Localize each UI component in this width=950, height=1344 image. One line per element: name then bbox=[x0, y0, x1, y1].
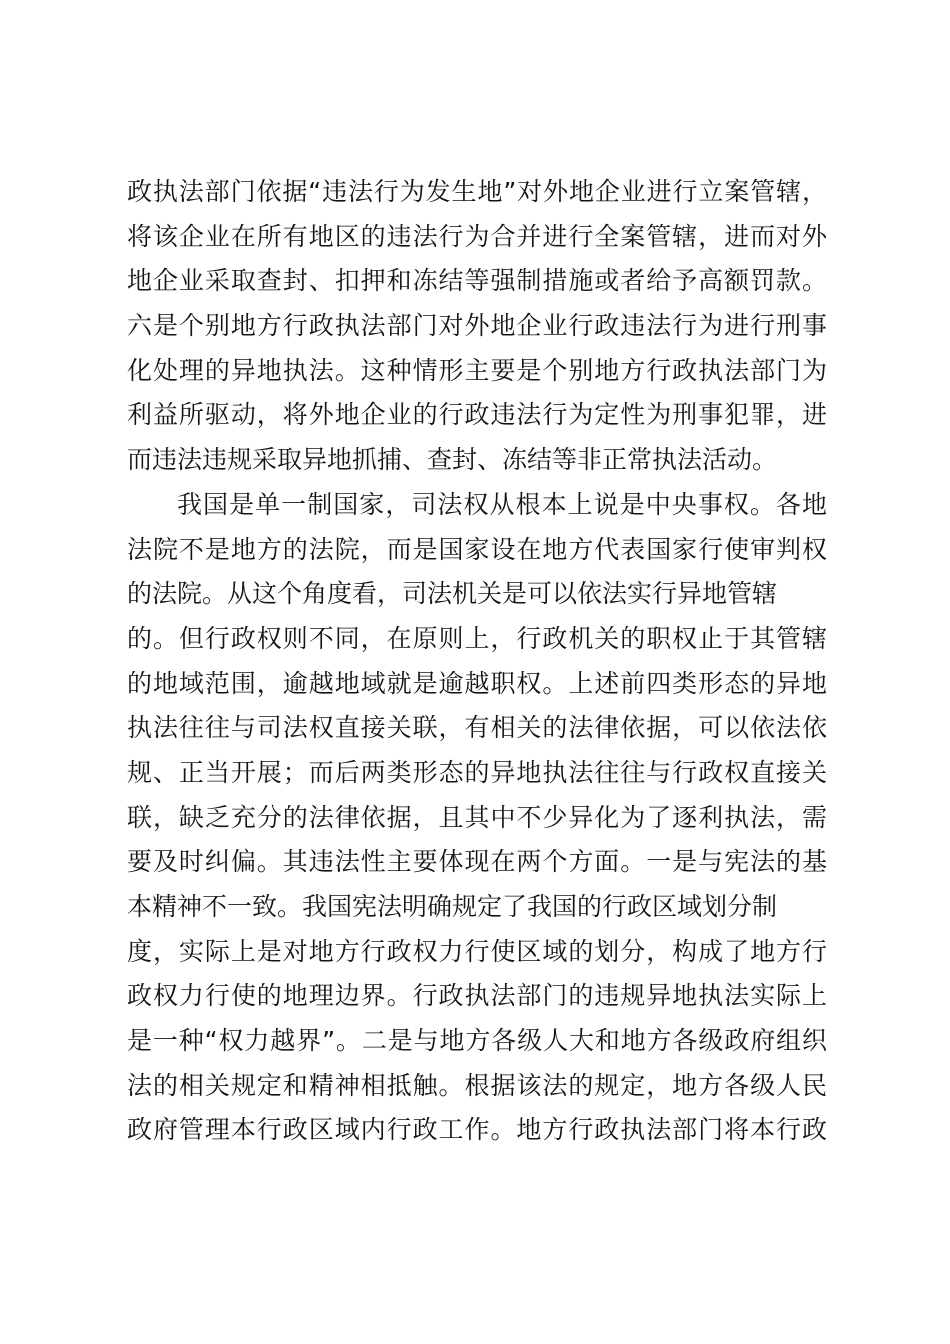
text-line: 将该企业在所有地区的违法行为合并进行全案管辖，进而对外 bbox=[127, 221, 827, 251]
text-line: 我国是单一制国家，司法权从根本上说是中央事权。各地 bbox=[177, 489, 827, 519]
body-text bbox=[127, 170, 827, 1153]
text-line: 执法往往与司法权直接关联，有相关的法律依据，可以依法依 bbox=[127, 713, 827, 743]
text-line: 政执法部门依据“违法行为发生地”对外地企业进行立案管辖， bbox=[127, 177, 827, 206]
text-line: 而违法违规采取异地抓捕、查封、冻结等非正常执法活动。 bbox=[127, 445, 778, 475]
text-line: 的地域范围，逾越地域就是逾越职权。上述前四类形态的异地 bbox=[127, 668, 827, 698]
text-line: 利益所驱动，将外地企业的行政违法行为定性为刑事犯罪，进 bbox=[127, 400, 827, 430]
text-line: 法的相关规定和精神相抵触。根据该法的规定，地方各级人民 bbox=[127, 1070, 827, 1100]
text-line: 的法院。从这个角度看，司法机关是可以依法实行异地管辖 bbox=[127, 579, 778, 609]
text-line: 六是个别地方行政执法部门对外地企业行政违法行为进行刑事 bbox=[127, 311, 827, 341]
text-line: 法院不是地方的法院，而是国家设在地方代表国家行使审判权 bbox=[127, 534, 827, 564]
text-line: 本精神不一致。我国宪法明确规定了我国的行政区域划分制 bbox=[127, 892, 778, 921]
text-line: 联，缺乏充分的法律依据，且其中不少异化为了逐利执法，需 bbox=[127, 802, 827, 832]
text-line: 的。但行政权则不同，在原则上，行政机关的职权止于其管辖 bbox=[127, 623, 827, 653]
text-line: 规、正当开展；而后两类形态的异地执法往往与行政权直接关 bbox=[127, 757, 827, 787]
text-line: 度，实际上是对地方行政权力行使区域的划分，构成了地方行 bbox=[127, 936, 827, 966]
text-line: 地企业采取查封、扣押和冻结等强制措施或者给予高额罚款。 bbox=[127, 266, 827, 296]
paragraph-2 bbox=[127, 483, 827, 1153]
text-line: 是一种“权力越界”。二是与地方各级人大和地方各级政府组织 bbox=[127, 1026, 827, 1056]
text-line: 化处理的异地执法。这种情形主要是个别地方行政执法部门为 bbox=[127, 355, 827, 385]
paragraph-1 bbox=[127, 170, 827, 483]
text-line: 政权力行使的地理边界。行政执法部门的违规异地执法实际上 bbox=[127, 981, 827, 1011]
text-line: 要及时纠偏。其违法性主要体现在两个方面。一是与宪法的基 bbox=[127, 847, 827, 877]
text-line: 政府管理本行政区域内行政工作。地方行政执法部门将本行政 bbox=[127, 1115, 827, 1145]
